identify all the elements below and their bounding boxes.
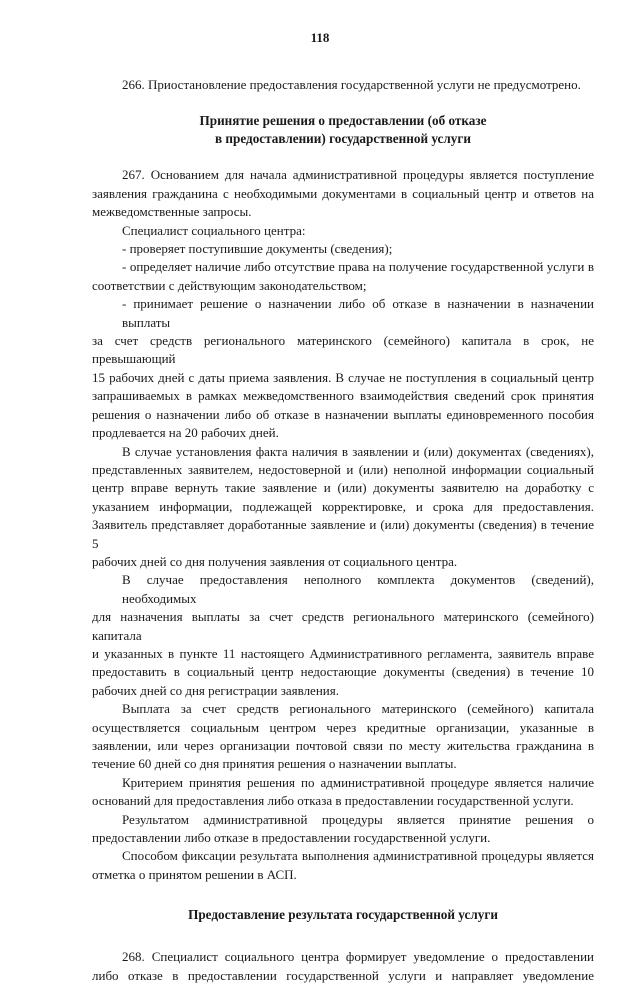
paragraph-266: 266. Приостановление предоставления государственной услуги не предусмотрено. xyxy=(122,77,581,92)
list-item-check: - проверяет поступившие документы (сведения); xyxy=(122,241,393,257)
text-line: Заявитель представляет доработанные заявление и (или) документы (сведения) в течение 5 xyxy=(92,517,594,551)
heading-line: Принятие решения о предоставлении (об отказе xyxy=(199,113,487,129)
text-line: и указанных в пункте 11 настоящего Административного регламента, заявитель вправе xyxy=(92,645,594,661)
text-line: центр вправе вернуть такие заявление и (или) документы заявителю на доработку с xyxy=(92,480,594,496)
text-line: заявлении, или через организации почтовой связи по месту жительства гражданина в xyxy=(92,738,594,753)
text-line: В случае предоставления неполного комплекта документов (сведений), необходимых xyxy=(122,572,594,606)
paragraph-fixation xyxy=(92,847,594,884)
text-line: за счет средств регионального материнского (семейного) капитала в срок, не превышающий xyxy=(92,333,594,367)
page-number: 118 xyxy=(310,30,330,45)
text-line: межведомственные запросы. xyxy=(92,204,252,220)
list-item-decide xyxy=(92,295,594,442)
text-line: 15 рабочих дней с даты приема заявления. В случае не поступления в социальный центр xyxy=(92,369,594,385)
text-line: соответствии с действующим законодательством; xyxy=(92,277,367,293)
paragraph-payment xyxy=(92,700,594,774)
text-line: течение 60 дней со дня принятия решения о назначении выплаты. xyxy=(92,756,457,772)
text-line: оснований для предоставления либо отказа в предоставлении государственной услуги. xyxy=(92,793,574,809)
text-line: заявления гражданина с необходимыми документами в социальный центр и ответов на xyxy=(92,185,594,201)
section-heading-result: Предоставление результата государственной услуги xyxy=(188,907,498,923)
page-content xyxy=(92,76,594,985)
text-line: представленных заявителем, недостоверной и (или) неполной информации социальный xyxy=(92,461,594,477)
text-line: - принимает решение о назначении либо об отказе в назначении в назначении выплаты xyxy=(122,296,594,330)
paragraph-result xyxy=(92,811,594,848)
text-line: 267. Основанием для начала административной процедуры является поступление xyxy=(122,167,594,183)
heading-line: в предоставлении) государственной услуги xyxy=(215,131,471,147)
text-line: 268. Специалист социального центра формирует уведомление о предоставлении xyxy=(122,949,594,965)
text-line: предоставлении либо отказе в предоставлении государственной услуги. xyxy=(92,830,491,846)
text-line: осуществляется социальным центром через кредитные организации, указанные в xyxy=(92,719,594,735)
paragraph-268 xyxy=(92,948,594,985)
text-line: Способом фиксации результата выполнения административной процедуры является xyxy=(122,848,594,864)
text-line: рабочих дней со дня получения заявления от социального центра. xyxy=(92,553,458,569)
text-line: В случае установления факта наличия в заявлении и (или) документах (сведениях), xyxy=(122,443,594,459)
paragraph-false-info xyxy=(92,443,594,572)
text-line: Выплата за счет средств регионального материнского (семейного) капитала xyxy=(122,701,594,717)
paragraph-incomplete xyxy=(92,571,594,700)
paragraph-criterion xyxy=(92,774,594,811)
text-line: - определяет наличие либо отсутствие права на получение государственной услуги в xyxy=(122,259,594,275)
text-line: продлевается на 20 рабочих дней. xyxy=(92,425,279,441)
text-line: Результатом административной процедуры является принятие решения о xyxy=(122,811,594,827)
text-line: отметка о принятом решении в АСП. xyxy=(92,866,297,882)
specialist-intro: Специалист социального центра: xyxy=(122,222,306,238)
text-line: рабочих дней со дня регистрации заявления. xyxy=(92,682,339,698)
text-line: запрашиваемых в рамках межведомственного взаимодействия сведений срок принятия xyxy=(92,388,594,404)
text-line: для назначения выплаты за счет средств регионального материнского (семейного) капитала xyxy=(92,609,594,643)
text-line: предоставить в социальный центр недостающие документы (сведения) в течение 10 xyxy=(92,664,594,680)
text-line: Критерием принятия решения по административной процедуре является наличие xyxy=(122,774,594,790)
text-line: указанием информации, подлежащей корректировке, и срока для предоставления. xyxy=(92,498,594,514)
paragraph-267 xyxy=(92,166,594,221)
list-item-determine xyxy=(92,258,594,295)
section-heading-decision xyxy=(92,112,594,148)
text-line: либо отказе в предоставлении государственной услуги и направляет уведомление xyxy=(92,967,594,983)
text-line: решения о назначении либо об отказе в назначении выплаты единовременного пособия xyxy=(92,406,594,422)
